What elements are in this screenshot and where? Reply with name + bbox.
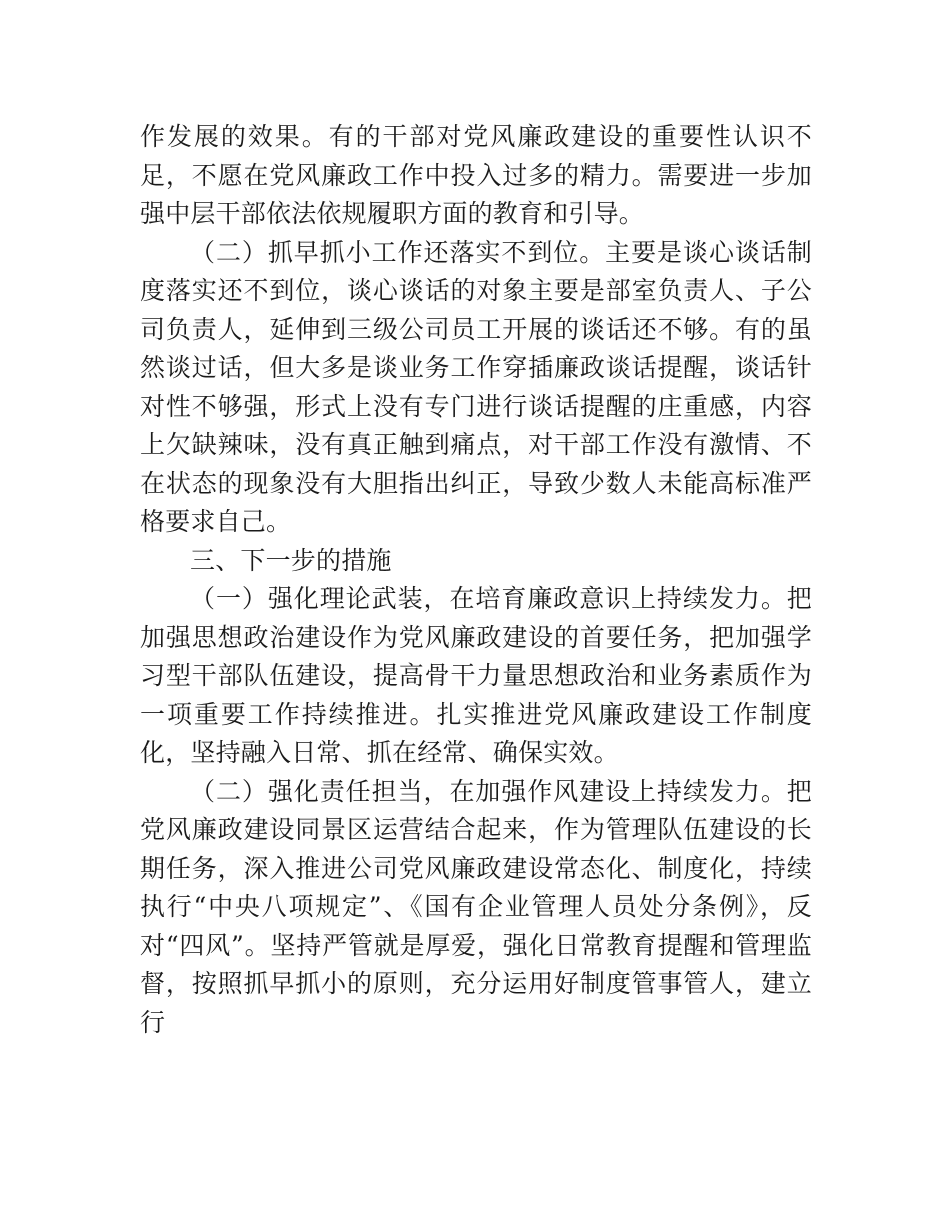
paragraph-measure-two-responsibility: （二）强化责任担当，在加强作风建设上持续发力。把党风廉政建设同景区运营结合起来，作为管理队伍建设的长期任务，深入推进公司党风廉政建设常态化、制度化，持续执行“中央八项规定”、《国有企业管理人员处分条例》，反对“四风”。坚持严管就是厚爱，强化日常教育提醒和管理监督，按照抓早抓小的原则，充分运用好制度管事管人，建立行 bbox=[140, 776, 812, 1037]
paragraph-continuation: 作发展的效果。有的干部对党风廉政建设的重要性认识不足，不愿在党风廉政工作中投入过多的精力。需要进一步加强中层干部依法依规履职方面的教育和引导。 bbox=[140, 122, 812, 228]
document-body bbox=[140, 118, 812, 1042]
paragraph-section-two-implementation: （二）抓早抓小工作还落实不到位。主要是谈心谈话制度落实还不到位，谈心谈话的对象主要是部室负责人、子公司负责人，延伸到三级公司员工开展的谈话还不够。有的虽然谈过话，但大多是谈业务工作穿插廉政谈话提醒，谈话针对性不够强，形式上没有专门进行谈话提醒的庄重感，内容上欠缺辣味，没有真正触到痛点，对干部工作没有激情、不在状态的现象没有大胆指出纠正，导致少数人未能高标准严格要求自己。 bbox=[140, 237, 812, 536]
paragraph-measure-one-theory: （一）强化理论武装，在培育廉政意识上持续发力。把加强思想政治建设作为党风廉政建设的首要任务，把加强学习型干部队伍建设，提高骨干力量思想政治和业务素质作为一项重要工作持续推进。扎实推进党风廉政建设工作制度化，坚持融入日常、抓在经常、确保实效。 bbox=[140, 584, 812, 767]
section-heading-next-steps: 三、下一步的措施 bbox=[190, 545, 392, 575]
